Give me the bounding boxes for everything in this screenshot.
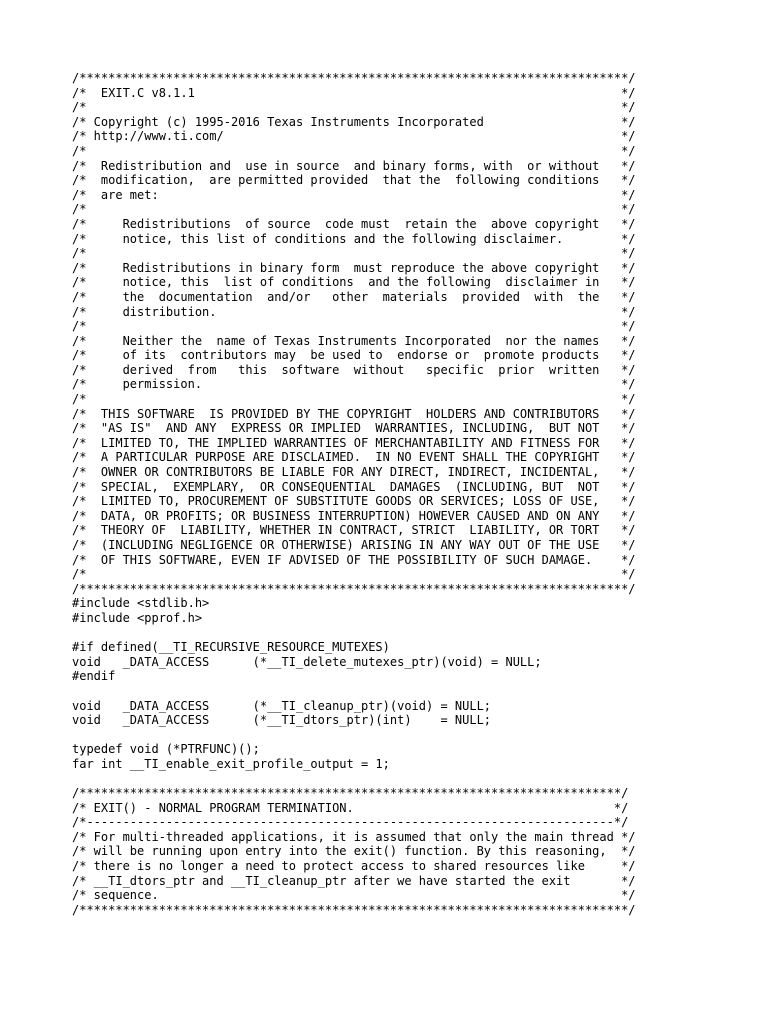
code-line: /* __TI_dtors_ptr and __TI_cleanup_ptr after we have started the exit */ xyxy=(72,873,636,888)
code-line: /* */ xyxy=(72,567,636,582)
code-line: /* LIMITED TO, THE IMPLIED WARRANTIES OF MERCHANTABILITY AND FITNESS FOR */ xyxy=(72,435,636,450)
code-line: /* Copyright (c) 1995-2016 Texas Instruments Incorporated */ xyxy=(72,114,636,129)
code-line: /* */ xyxy=(72,392,636,407)
code-line: /* */ xyxy=(72,246,636,261)
code-line: /* of its contributors may be used to endorse or promote products */ xyxy=(72,348,636,363)
code-line xyxy=(72,684,752,699)
code-line: /* distribution. */ xyxy=(72,304,636,319)
code-line: /* */ xyxy=(72,319,636,334)
code-line: #if defined(__TI_RECURSIVE_RESOURCE_MUTEXES) xyxy=(72,640,390,655)
code-line: /* EXIT() - NORMAL PROGRAM TERMINATION. */ xyxy=(72,800,629,815)
code-line: /* Redistributions of source code must retain the above copyright */ xyxy=(72,216,636,231)
code-line: /* Neither the name of Texas Instruments Incorporated nor the names */ xyxy=(72,333,636,348)
code-line: /* (INCLUDING NEGLIGENCE OR OTHERWISE) ARISING IN ANY WAY OUT OF THE USE */ xyxy=(72,538,636,552)
code-line: /* sequence. */ xyxy=(72,888,636,903)
code-line: /* For multi-threaded applications, it is assumed that only the main thread */ xyxy=(72,829,636,844)
code-line xyxy=(72,728,752,743)
code-line: /* OWNER OR CONTRIBUTORS BE LIABLE FOR ANY DIRECT, INDIRECT, INCIDENTAL, */ xyxy=(72,465,636,480)
code-line: /****************************************************************************/ xyxy=(72,581,636,596)
code-line: /* Redistribution and use in source and binary forms, with or without */ xyxy=(72,158,636,173)
code-line: /* DATA, OR PROFITS; OR BUSINESS INTERRUPTION) HOWEVER CAUSED AND ON ANY */ xyxy=(72,508,636,523)
code-line: /* are met: */ xyxy=(72,187,636,202)
code-line: /* */ xyxy=(72,100,636,115)
code-line: /* SPECIAL, EXEMPLARY, OR CONSEQUENTIAL DAMAGES (INCLUDING, BUT NOT */ xyxy=(72,479,636,494)
code-line: /* LIMITED TO, PROCUREMENT OF SUBSTITUTE GOODS OR SERVICES; LOSS OF USE, */ xyxy=(72,494,636,509)
code-line: void _DATA_ACCESS (*__TI_delete_mutexes_ptr)(void) = NULL; xyxy=(72,654,542,669)
code-line: /***************************************************************************/ xyxy=(72,786,629,801)
code-line: /* "AS IS" AND ANY EXPRESS OR IMPLIED WARRANTIES, INCLUDING, BUT NOT */ xyxy=(72,421,636,436)
code-line: void _DATA_ACCESS (*__TI_cleanup_ptr)(void) = NULL; xyxy=(72,698,492,713)
code-document xyxy=(72,71,752,917)
code-line: /****************************************************************************/ xyxy=(72,71,636,85)
code-line: /* http://www.ti.com/ */ xyxy=(72,129,636,144)
code-line: /* there is no longer a need to protect access to shared resources like */ xyxy=(72,859,636,874)
code-line: void _DATA_ACCESS (*__TI_dtors_ptr)(int) = NULL; xyxy=(72,713,492,728)
code-line: /****************************************************************************/ xyxy=(72,902,636,917)
code-line xyxy=(72,626,752,641)
code-line: /* will be running upon entry into the exit() function. By this reasoning, */ xyxy=(72,844,636,859)
code-line: /* A PARTICULAR PURPOSE ARE DISCLAIMED. IN NO EVENT SHALL THE COPYRIGHT */ xyxy=(72,450,636,465)
code-line: /* THIS SOFTWARE IS PROVIDED BY THE COPYRIGHT HOLDERS AND CONTRIBUTORS */ xyxy=(72,406,636,421)
code-line: /* the documentation and/or other materials provided with the */ xyxy=(72,289,636,304)
code-line: /* modification, are permitted provided that the following conditions */ xyxy=(72,173,636,188)
code-line: /* OF THIS SOFTWARE, EVEN IF ADVISED OF THE POSSIBILITY OF SUCH DAMAGE. */ xyxy=(72,552,636,567)
code-line: far int __TI_enable_exit_profile_output = 1; xyxy=(72,756,390,771)
code-line: /* derived from this software without specific prior written */ xyxy=(72,362,636,377)
code-line: /* Redistributions in binary form must reproduce the above copyright */ xyxy=(72,260,636,275)
code-line xyxy=(72,772,752,787)
code-line: /* notice, this list of conditions and the following disclaimer. */ xyxy=(72,231,636,246)
code-line: /* EXIT.C v8.1.1 */ xyxy=(72,85,636,100)
code-line: /* */ xyxy=(72,202,636,217)
code-line: #endif xyxy=(72,669,116,684)
code-line: #include <stdlib.h> xyxy=(72,596,210,611)
code-line: /*-------------------------------------------------------------------------*/ xyxy=(72,815,629,830)
code-line: #include <pprof.h> xyxy=(72,610,203,625)
code-line: /* notice, this list of conditions and the following disclaimer in */ xyxy=(72,275,636,290)
code-line: typedef void (*PTRFUNC)(); xyxy=(72,742,260,757)
code-line: /* permission. */ xyxy=(72,377,636,392)
code-line: /* */ xyxy=(72,143,636,158)
code-line: /* THEORY OF LIABILITY, WHETHER IN CONTRACT, STRICT LIABILITY, OR TORT */ xyxy=(72,523,636,538)
